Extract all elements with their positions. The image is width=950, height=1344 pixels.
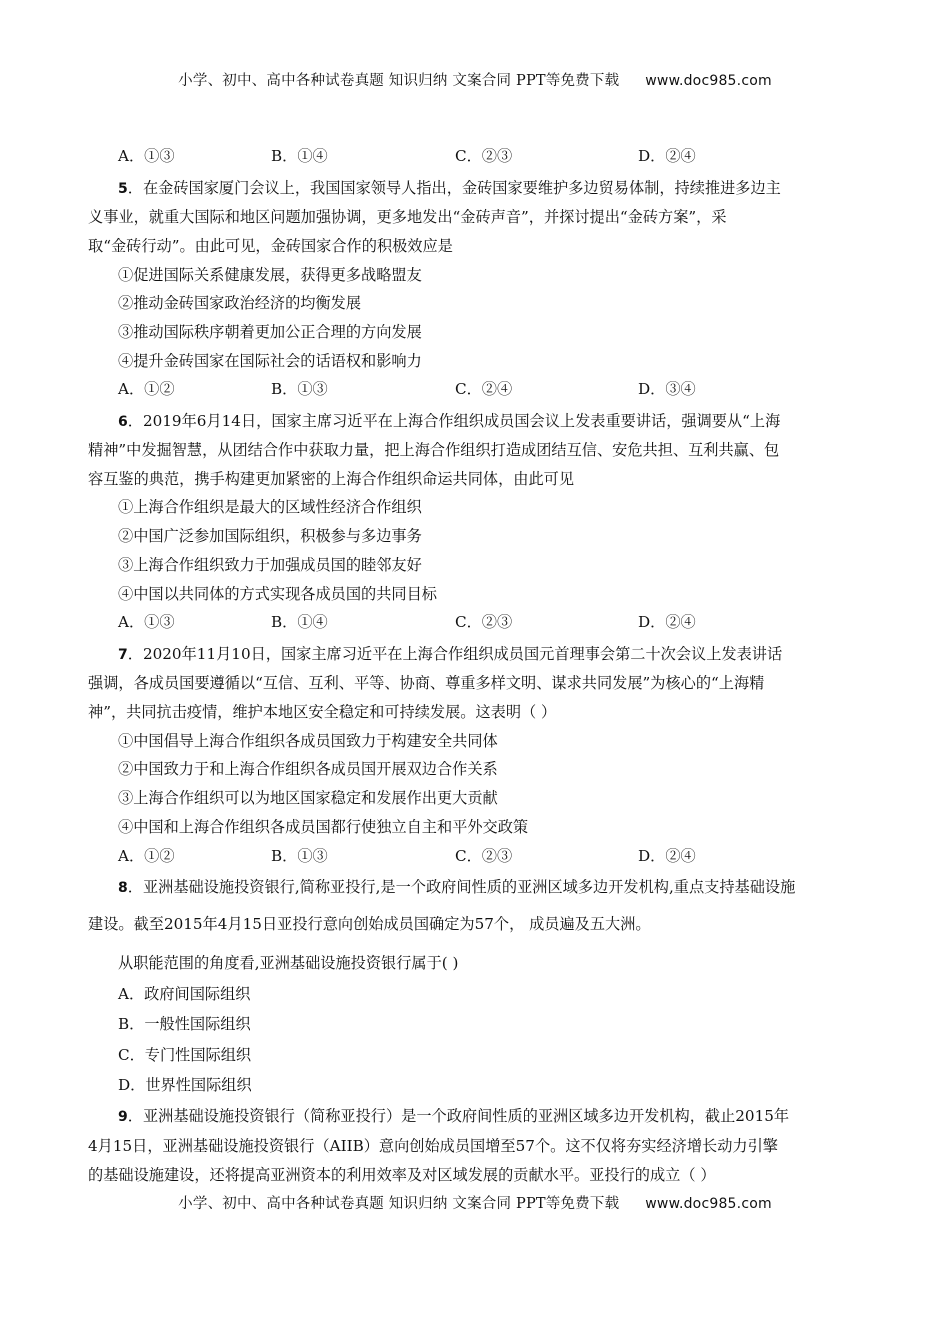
q5-option-c[interactable]: C．②④ [455, 380, 513, 398]
q8-stem-line-1: 8．亚洲基础设施投资银行,简称亚投行,是一个政府间性质的亚洲区域多边开发机构,重点支持基础设施 [118, 878, 796, 896]
q7-item-1: ①中国倡导上海合作组织各成员国致力于构建安全共同体 [118, 732, 498, 750]
q8-number: 8 [118, 880, 128, 896]
q7-item-4: ④中国和上海合作组织各成员国都行使独立自主和平外交政策 [118, 818, 529, 836]
q8-option-d[interactable]: D．世界性国际组织 [118, 1076, 252, 1094]
q7-option-b[interactable]: B．①③ [271, 847, 328, 865]
q9-number: 9 [118, 1109, 128, 1125]
footer-text: 小学、初中、高中各种试卷真题 知识归纳 文案合同 PPT等免费下载 [178, 1196, 620, 1212]
q5-item-4: ④提升金砖国家在国际社会的话语权和影响力 [118, 352, 422, 370]
q6-item-3: ③上海合作组织致力于加强成员国的睦邻友好 [118, 556, 422, 574]
page-footer [0, 1192, 950, 1213]
q6-stem-line-1: 6．2019年6月14日，国家主席习近平在上海合作组织成员国会议上发表重要讲话，强调要从“上海 [118, 412, 781, 430]
q6-item-4: ④中国以共同体的方式实现各成员国的共同目标 [118, 585, 437, 603]
q8-option-c[interactable]: C．专门性国际组织 [118, 1046, 252, 1064]
q8-option-a[interactable]: A．政府间国际组织 [118, 985, 251, 1003]
q6-item-1: ①上海合作组织是最大的区域性经济合作组织 [118, 498, 422, 516]
q7-stem-line-1: 7．2020年11月10日，国家主席习近平在上海合作组织成员国元首理事会第二十次会议上发表讲话 [118, 645, 783, 663]
q7-option-c[interactable]: C．②③ [455, 847, 513, 865]
q4-option-d[interactable]: D．②④ [638, 147, 696, 165]
q4-option-b[interactable]: B．①④ [271, 147, 328, 165]
q6-option-d[interactable]: D．②④ [638, 613, 696, 631]
q6-item-2: ②中国广泛参加国际组织，积极参与多边事务 [118, 527, 422, 545]
q6-option-c[interactable]: C．②③ [455, 613, 513, 631]
header-text: 小学、初中、高中各种试卷真题 知识归纳 文案合同 PPT等免费下载 [178, 73, 620, 89]
q7-option-d[interactable]: D．②④ [638, 847, 696, 865]
q9-stem-line-3: 的基础设施建设，还将提高亚洲资本的利用效率及对区域发展的贡献水平。亚投行的成立（ ） [88, 1166, 716, 1184]
q6-option-a[interactable]: A．①③ [118, 613, 175, 631]
q7-item-2: ②中国致力于和上海合作组织各成员国开展双边合作关系 [118, 760, 498, 778]
q5-item-3: ③推动国际秩序朝着更加公正合理的方向发展 [118, 323, 422, 341]
q6-option-b[interactable]: B．①④ [271, 613, 328, 631]
q5-option-d[interactable]: D．③④ [638, 380, 696, 398]
q8-question: 从职能范围的角度看,亚洲基础设施投资银行属于( ) [118, 954, 459, 972]
q4-option-c[interactable]: C．②③ [455, 147, 513, 165]
q5-number: 5 [118, 181, 128, 197]
q4-option-a[interactable]: A．①③ [118, 147, 175, 165]
q6-stem-line-3: 容互鉴的典范，携手构建更加紧密的上海合作组织命运共同体，由此可见 [88, 470, 574, 488]
q8-stem-line-2: 建设。截至2015年4月15日亚投行意向创始成员国确定为57个， 成员遍及五大洲。 [88, 915, 651, 933]
q6-number: 6 [118, 414, 128, 430]
q7-item-3: ③上海合作组织可以为地区国家稳定和发展作出更大贡献 [118, 789, 498, 807]
footer-site-link[interactable]: www.doc985.com [645, 1196, 772, 1212]
q7-option-a[interactable]: A．①② [118, 847, 175, 865]
q7-number: 7 [118, 647, 128, 663]
q9-stem-line-2: 4月15日，亚洲基础设施投资银行（AIIB）意向创始成员国增至57个。这不仅将夯实经济增长动力引擎 [88, 1137, 778, 1155]
q8-option-b[interactable]: B．一般性国际组织 [118, 1015, 251, 1033]
q6-stem-line-2: 精神”中发掘智慧，从团结合作中获取力量，把上海合作组织打造成团结互信、安危共担、互利共赢、包 [88, 441, 780, 459]
q5-option-a[interactable]: A．①② [118, 380, 175, 398]
q7-stem-line-3: 神”，共同抗击疫情，维护本地区安全稳定和可持续发展。这表明（ ） [88, 703, 557, 721]
q5-stem-line-3: 取“金砖行动”。由此可见，金砖国家合作的积极效应是 [88, 237, 453, 255]
page-header [0, 69, 950, 90]
q7-stem-line-2: 强调，各成员国要遵循以“互信、互利、平等、协商、尊重多样文明、谋求共同发展”为核心的“上海精 [88, 674, 765, 692]
q5-item-2: ②推动金砖国家政治经济的均衡发展 [118, 294, 361, 312]
q5-option-b[interactable]: B．①③ [271, 380, 328, 398]
header-site-link[interactable]: www.doc985.com [645, 73, 772, 89]
q5-stem-line-1: 5．在金砖国家厦门会议上，我国国家领导人指出，金砖国家要维护多边贸易体制，持续推进多边主 [118, 179, 781, 197]
q5-stem-line-2: 义事业，就重大国际和地区问题加强协调，更多地发出“金砖声音”，并探讨提出“金砖方案”，采 [88, 208, 727, 226]
q9-stem-line-1: 9．亚洲基础设施投资银行（简称亚投行）是一个政府间性质的亚洲区域多边开发机构，截止2015年 [118, 1107, 790, 1125]
q5-item-1: ①促进国际关系健康发展，获得更多战略盟友 [118, 266, 422, 284]
